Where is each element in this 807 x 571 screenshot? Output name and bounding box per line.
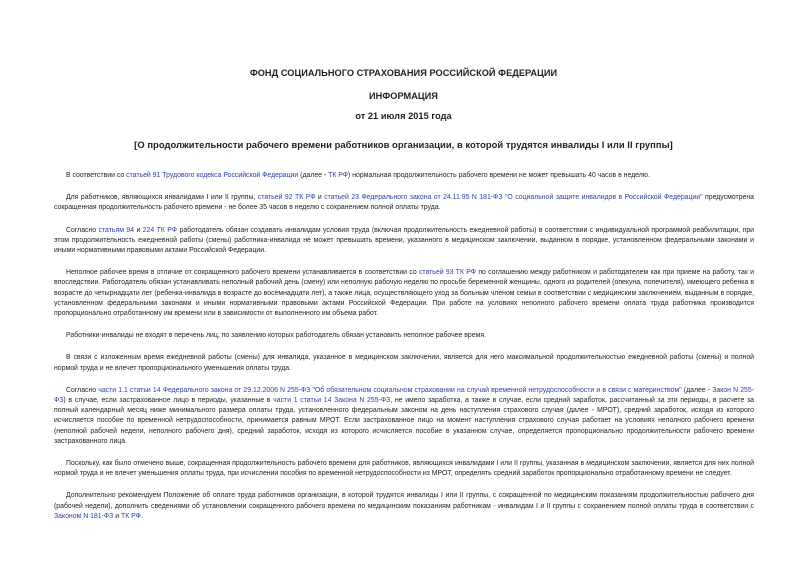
legal-reference-link[interactable]: статьей 92 ТК РФ bbox=[257, 194, 316, 202]
paragraph-text: по соглашению между работником и работодателем как при приеме на работу, так и впоследствии. Работодатель обязан устанавливать неполный рабочий день (смену) или неполную рабочую неделю по просьбе беременной женщины, одного из родителей (опекуна, попечителя), имеющего ребенка в возрасте до четырнадцати лет (ребенка-инвалида в возрасте до восемнадцати лет), а также лица, осуществляющего уход за больным членом семьи в соответствии с медицинским заключением, выданным в порядке, установленном федеральными законами и иными нормативными правовыми актами Российской Федерации. При работе на условиях неполного рабочего времени оплата труда работника производится пропорционально отработанному им времени или в зависимости от выполненного им объема работ. bbox=[54, 269, 754, 318]
legal-reference-link[interactable]: части 1.1 статьи 14 Федерального закона от 29.12.2006 N 255-ФЗ "Об обязательном социальном страховании на случай временной нетрудоспособности и в связи с материнством" bbox=[98, 386, 682, 394]
legal-reference-link[interactable]: статьям 94 bbox=[98, 226, 135, 234]
document-title: [О продолжительности рабочего времени работников организации, в которой трудятся инвалиды I или II группы] bbox=[134, 139, 673, 150]
legal-reference-link[interactable]: статьей 23 Федерального закона от 24.11.95 N 181-ФЗ "О социальной защите инвалидов в Российской Федерации" bbox=[324, 194, 703, 202]
paragraph bbox=[54, 459, 754, 479]
document-body bbox=[54, 171, 754, 534]
paragraph bbox=[54, 386, 754, 447]
paragraph-text: (далее - bbox=[298, 172, 329, 179]
paragraph-text: Поскольку, как было отмечено выше, сокращенная продолжительность рабочего времени для работников, являющихся инвалидами I или II группы, указанная в медицинском заключении, является для них полной нормой труда и не влечет уменьшения оплаты труда, при исчислении пособия по временной нетрудоспособности из МРОТ, определять средний заработок пропорционально отработанному времени не следует. bbox=[54, 460, 754, 478]
paragraph-text: В связи с изложенным время ежедневной работы (смены) для инвалида, указанное в медицинском заключении, является для него максимальной продолжительностью ежедневной работы (смены) и полной нормой труда и не влечет пропорционального уменьшения оплаты труда. bbox=[54, 354, 754, 372]
legal-reference-link[interactable]: Закон N 255-ФЗ bbox=[54, 386, 754, 405]
legal-reference-link[interactable]: 224 ТК РФ bbox=[142, 226, 178, 234]
legal-reference-link[interactable]: ТК РФ bbox=[120, 512, 141, 520]
paragraph-text: Согласно bbox=[66, 226, 99, 234]
paragraph-text: Дополнительно рекомендуем Положение об оплате труда работников организации, в которой трудятся инвалиды I или II группы, с сокращенной по медицинским показаниям продолжительностью рабочего дня (рабочей недели), дополнить сведениями об установлении сокращенного рабочего времени по медицинским показаниям работникам - инвалидам I и II группы с сохранением полной оплаты труда в соответствии с bbox=[54, 492, 754, 510]
paragraph-text: (далее - bbox=[681, 386, 713, 394]
paragraph bbox=[54, 268, 754, 319]
legal-reference-link[interactable]: части 1 статьи 14 Закона N 255-ФЗ bbox=[273, 397, 391, 405]
paragraph bbox=[54, 353, 754, 373]
paragraph-text: . bbox=[140, 512, 143, 520]
paragraph bbox=[54, 331, 754, 341]
paragraph-text: В соответствии со bbox=[66, 172, 127, 179]
document-date: от 21 июля 2015 года bbox=[355, 111, 452, 121]
paragraph-text: и bbox=[315, 194, 325, 202]
paragraph-text: Работники-инвалиды не входят в перечень лиц, по заявлению которых работодатель обязан установить неполное рабочее время. bbox=[66, 332, 486, 340]
legal-reference-link[interactable]: статьей 93 ТК РФ bbox=[418, 269, 477, 277]
document-type-heading: ИНФОРМАЦИЯ bbox=[369, 91, 438, 101]
paragraph bbox=[54, 491, 754, 522]
paragraph-text: Для работников, являющихся инвалидами I или II группы, bbox=[66, 194, 258, 202]
paragraph bbox=[54, 193, 754, 213]
paragraph-text: работодатель обязан создавать инвалидам условия труда (включая продолжительность ежедневной работы) в соответствии с индивидуальной программой реабилитации, при этом продолжительность ежедневной работы (смены) работника-инвалида не может превышать времени, указанного в медицинском заключении, выданном в порядке, установленном федеральными законами и иными нормативными правовыми актами Российской Федерации. bbox=[54, 226, 754, 255]
paragraph bbox=[54, 171, 754, 181]
legal-reference-link[interactable]: ТК РФ bbox=[328, 172, 349, 179]
paragraph-text: , не имело заработка, а также в случае, если средний заработок, рассчитанный за эти периоды, в расчете за полный календарный месяц ниже минимального размера оплаты труда, установленного федеральным законом на день наступления страхового случая (далее - МРОТ), средний заработок, исходя из которого исчисляется пособие по временной нетрудоспособности, принимается равным МРОТ. Если застрахованное лицо на момент наступления страхового случая работает на условиях неполного рабочего времени (неполной рабочей недели, неполного рабочего дня), средний заработок, исходя из которого исчисляется пособие в указанном случае, определяется пропорционально продолжительности рабочего времени застрахованного лица. bbox=[54, 397, 755, 445]
paragraph-text: и bbox=[134, 226, 143, 234]
paragraph-text: ) в случае, если застрахованное лицо в периоды, указанные в bbox=[63, 397, 274, 405]
paragraph-text: Неполное рабочее время в отличие от сокращенного рабочего времени устанавливается в соответствии со bbox=[66, 269, 419, 277]
organization-heading: ФОНД СОЦИАЛЬНОГО СТРАХОВАНИЯ РОССИЙСКОЙ ФЕДЕРАЦИИ bbox=[249, 68, 558, 78]
paragraph-text: Согласно bbox=[66, 386, 99, 394]
legal-reference-link[interactable]: статьей 91 Трудового кодекса Российской Федерации bbox=[126, 172, 299, 179]
paragraph-text: ) нормальная продолжительность рабочего времени не может превышать 40 часов в неделю. bbox=[348, 172, 650, 179]
paragraph-text: и bbox=[113, 512, 121, 520]
paragraph-text: предусмотрена сокращенная продолжительность рабочего времени - не более 35 часов в неделю с сохранением полной оплаты труда. bbox=[54, 194, 754, 212]
paragraph bbox=[54, 226, 754, 257]
legal-reference-link[interactable]: Законом N 181-ФЗ bbox=[54, 512, 114, 520]
